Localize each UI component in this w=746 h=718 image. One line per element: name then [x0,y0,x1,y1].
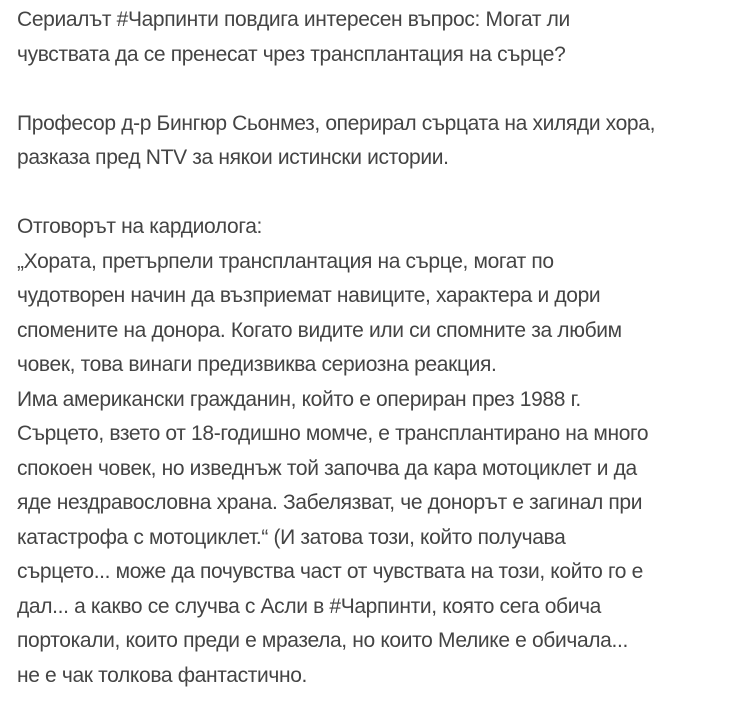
text-line: Сърцето, взето от 18-годишно момче, е трансплантирано на много [17,422,649,445]
text-line: Сериалът #Чарпинти повдига интересен въпрос: Могат ли [17,8,570,31]
text-line: „Хората, претърпели трансплантация на сърце, могат по [17,249,554,273]
text-line: сърцето... може да почувства част от чувствата на този, който го е [17,560,643,583]
text-line: спомените на донора. Когато видите или си спомните за любим [17,318,622,342]
text-line: разказа пред NTV за някои истински истории. [17,146,449,169]
intro-paragraph [17,3,746,72]
cardiologist-quote-paragraph [17,210,746,693]
text-line: Професор д-р Бингюр Сьонмез, оперирал сърцата на хиляди хора, [17,111,656,135]
text-line: дал... а какво се случва с Асли в #Чарпинти, която сега обича [17,594,602,618]
text-line: Отговорът на кардиолога: [17,215,263,238]
text-line: чудотворен начин да възприемат навиците, характера и дори [17,284,601,307]
text-line: не е чак толкова фантастично. [17,663,308,687]
text-line: портокали, които преди е мразела, но които Мелике е обичала... [17,629,628,652]
paragraph-spacer [17,72,746,107]
professor-paragraph [17,107,746,176]
text-line: катастрофа с мотоциклет.“ (И затова този, който получава [17,525,566,549]
text-line: Има американски гражданин, който е опериран през 1988 г. [17,387,581,411]
text-line: човек, това винаги предизвиква сериозна реакция. [17,353,497,376]
text-line: чувствата да се пренесат чрез трансплантация на сърце? [17,42,566,66]
article-body [17,0,746,693]
paragraph-spacer [17,176,746,211]
text-line: яде нездравословна храна. Забелязват, че донорът е загинал при [17,491,643,514]
text-line: спокоен човек, но изведнъж той започва да кара мотоциклет и да [17,456,637,480]
